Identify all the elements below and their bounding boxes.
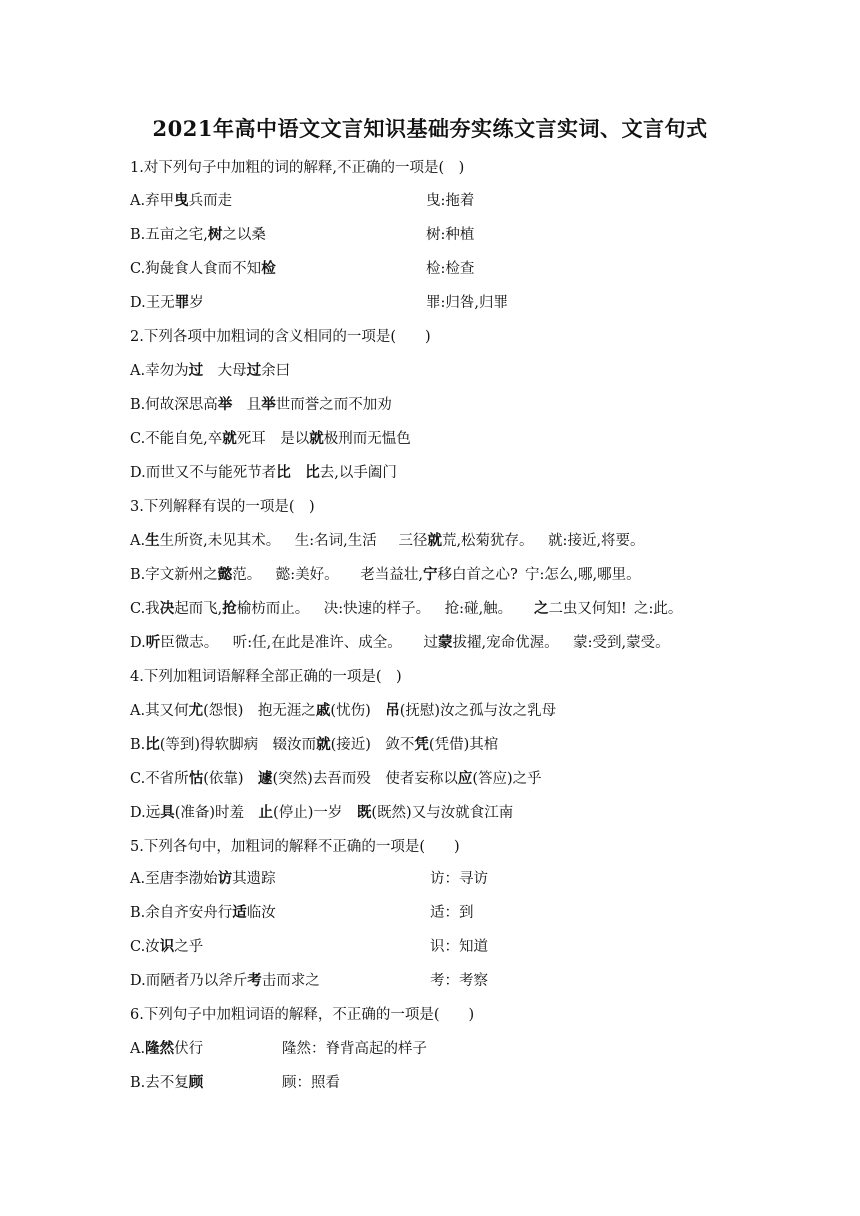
document-title: 2021年高中语文文言知识基础夯实练文言实词、文言句式 — [152, 116, 708, 141]
question-4-stem: 4.下列加粗词语解释全部正确的一项是( ) — [130, 669, 402, 685]
q3-option-d: D.听臣微志。 听:任,在此是准许、成全。 过蒙拔擢,宠命优渥。 蒙:受到,蒙受。 — [130, 634, 670, 651]
q2-option-a: A.幸勿为过 大母过余曰 — [130, 362, 291, 379]
q3-option-c: C.我决起而飞,抢榆枋而止。 决:快速的样子。 抢:碰,触。 之二虫又何知! 之:此。 — [130, 600, 683, 617]
question-5-stem: 5.下列各句中，加粗词的解释不正确的一项是( ) — [130, 839, 460, 855]
question-3-stem: 3.下列解释有误的一项是( ) — [130, 499, 315, 515]
q4-option-a: A.其又何尤(怨恨) 抱无涯之戚(忧伤) 吊(抚慰)汝之孤与汝之乳母 — [130, 702, 557, 719]
question-1-stem: 1.对下列句子中加粗的词的解释,不正确的一项是( ) — [130, 160, 465, 176]
document-page: 2021年高中语文文言知识基础夯实练文言实词、文言句式 1.对下列句子中加粗的词的解释,不正确的一项是( ) A.弃甲曳兵而走 曳:拖着 B.五亩之宅,树之以桑 树:种植 C.狗彘食人食而不知检 检:检查 D.王无罪岁 罪:归咎,归罪 2.下列各项中加粗词的含义相同的一项是( ) A.幸勿为过 大母过余曰 B.何故深思高举 且举世而誉之而不加劝 C.不能自免,卒就死耳 是以就极刑而无愠色 D.而世又不与能死节者比 比去,以手阖门 3.下列解释有误的一项是( ) A.生生所资,未见其术。 生:名词,生活 三径就荒,松菊犹存。 就:接近,将要。 B.字文新州之懿范。 懿:美好。 老当益壮,宁移白首之心? 宁:怎么,哪,哪里。 C.我决起而飞,抢榆枋而止。 决:快速的样子。 抢:碰,触。 之二虫又何知! 之:此。 D.听臣微志。 听:任,在此是准许、成全。 过蒙拔擢,宠命优渥。 蒙:受到,蒙受。 4.下列加粗词语解释全部正确的一项是( ) A.其又何尤(怨恨) 抱无涯之戚(忧伤) 吊(抚慰)汝之孤与汝之乳母 B.比(等到)得软脚病 辍汝而就(接近) 敛不凭(凭借)其棺 C.不省所怙(依靠) 遽(突然)去吾而殁 使者妄称以应(答应)之乎 D.远具(准备)时羞 止(停止)一岁 既(既然)又与汝就食江南 5.下列各句中，加粗词的解释不正确的一项是( ) A.至唐李渤始访其遗踪 访：寻访 B.余自齐安舟行适临汝 适：到 C.汝识之乎 识：知道 D.而陋者乃以斧斤考击而求之 考：考察 6.下列句子中加粗词语的解释，不正确的一项是( ) A.隆然伏行 隆然：脊背高起的样子 B.去不复顾 顾：照看 — [0, 0, 860, 1216]
q4-option-c: C.不省所怙(依靠) 遽(突然)去吾而殁 使者妄称以应(答应)之乎 — [130, 770, 542, 787]
q3-option-b: B.字文新州之懿范。 懿:美好。 老当益壮,宁移白首之心? 宁:怎么,哪,哪里。 — [130, 566, 641, 583]
question-2-stem: 2.下列各项中加粗词的含义相同的一项是( ) — [130, 329, 431, 345]
q4-option-b: B.比(等到)得软脚病 辍汝而就(接近) 敛不凭(凭借)其棺 — [130, 736, 499, 753]
q4-option-d: D.远具(准备)时羞 止(停止)一岁 既(既然)又与汝就食江南 — [130, 804, 514, 821]
q3-option-a: A.生生所资,未见其术。 生:名词,生活 三径就荒,松菊犹存。 就:接近,将要。 — [130, 532, 645, 549]
q2-option-d: D.而世又不与能死节者比 比去,以手阖门 — [130, 464, 397, 481]
q2-option-c: C.不能自免,卒就死耳 是以就极刑而无愠色 — [130, 430, 411, 447]
question-6-stem: 6.下列句子中加粗词语的解释，不正确的一项是( ) — [130, 1007, 475, 1023]
q2-option-b: B.何故深思高举 且举世而誉之而不加劝 — [130, 396, 392, 413]
